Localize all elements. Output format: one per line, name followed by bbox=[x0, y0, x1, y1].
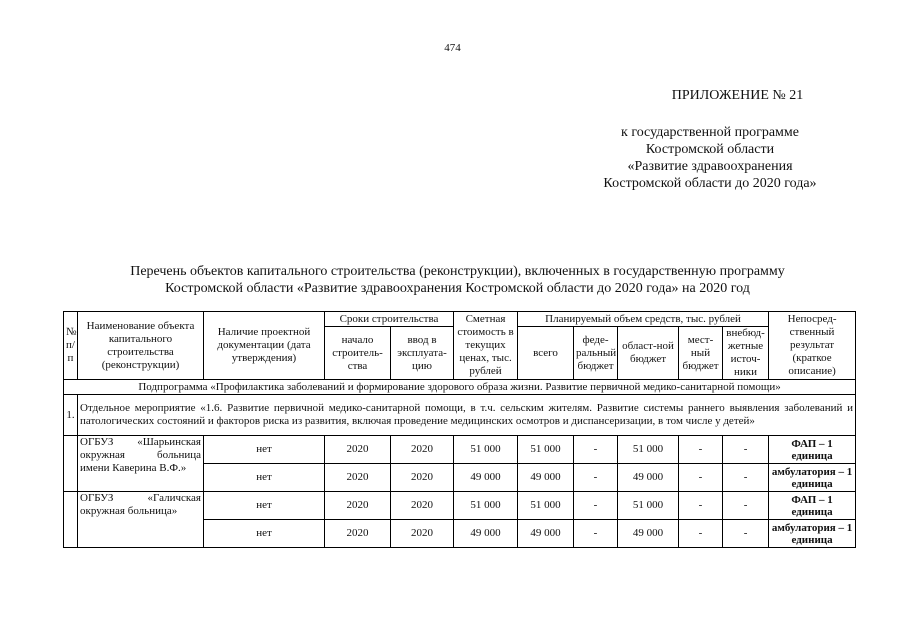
cell-federal: - bbox=[574, 436, 618, 464]
cell-total: 49 000 bbox=[518, 520, 574, 548]
header-federal: феде-ральный бюджет bbox=[574, 327, 618, 380]
appendix-subtitle bbox=[560, 124, 860, 192]
cell-federal: - bbox=[574, 520, 618, 548]
event-text: Отдельное мероприятие «1.6. Развитие первичной медико-санитарной помощи, в т.ч. сельским жителям. Развитие системы раннего выявления заболеваний и патологических состояний и факторов риска из развития, включая проведение медицинских осмотров и диспансеризации, в том числе у детей» bbox=[78, 395, 856, 436]
cell-start: 2020 bbox=[325, 520, 391, 548]
header-num: № п/п bbox=[64, 312, 78, 380]
event-row bbox=[64, 395, 856, 436]
cell-result: ФАП – 1 единица bbox=[769, 436, 856, 464]
cell-start: 2020 bbox=[325, 492, 391, 520]
cell-estimate: 49 000 bbox=[454, 520, 518, 548]
cell-federal: - bbox=[574, 464, 618, 492]
object-name: ОГБУЗ «Галичская окружная больница» bbox=[78, 492, 204, 548]
cell-federal: - bbox=[574, 492, 618, 520]
row-num bbox=[64, 492, 78, 548]
cell-result: ФАП – 1 единица bbox=[769, 492, 856, 520]
cell-extra: - bbox=[723, 464, 769, 492]
cell-start: 2020 bbox=[325, 436, 391, 464]
cell-commission: 2020 bbox=[391, 436, 454, 464]
table-row bbox=[64, 492, 856, 520]
cell-extra: - bbox=[723, 436, 769, 464]
table-row bbox=[64, 436, 856, 464]
title-line: Перечень объектов капитального строительства (реконструкции), включенных в государственную программу bbox=[130, 264, 785, 279]
cell-start: 2020 bbox=[325, 464, 391, 492]
cell-result: амбулатория – 1 единица bbox=[769, 464, 856, 492]
object-name: ОГБУЗ «Шарьинская окружная больница имени Каверина В.Ф.» bbox=[78, 436, 204, 492]
subtitle-line: к государственной программе bbox=[621, 125, 799, 140]
header-commission: ввод в эксплуата-цию bbox=[391, 327, 454, 380]
cell-regional: 49 000 bbox=[618, 464, 679, 492]
document-title bbox=[60, 263, 855, 297]
cell-extra: - bbox=[723, 492, 769, 520]
cell-commission: 2020 bbox=[391, 520, 454, 548]
cell-regional: 51 000 bbox=[618, 492, 679, 520]
subtitle-line: «Развитие здравоохранения bbox=[627, 159, 793, 174]
cell-commission: 2020 bbox=[391, 492, 454, 520]
cell-estimate: 49 000 bbox=[454, 464, 518, 492]
cell-extra: - bbox=[723, 520, 769, 548]
header-extra: внебюд-жетные источ-ники bbox=[723, 327, 769, 380]
event-num: 1. bbox=[64, 395, 78, 436]
cell-result: амбулатория – 1 единица bbox=[769, 520, 856, 548]
cell-total: 49 000 bbox=[518, 464, 574, 492]
cell-doc: нет bbox=[204, 520, 325, 548]
cell-estimate: 51 000 bbox=[454, 436, 518, 464]
header-result: Непосред-ственный результат (краткое описание) bbox=[769, 312, 856, 380]
title-line: Костромской области «Развитие здравоохранения Костромской области до 2020 года» на 2020 год bbox=[165, 281, 750, 296]
cell-regional: 49 000 bbox=[618, 520, 679, 548]
cell-commission: 2020 bbox=[391, 464, 454, 492]
cell-doc: нет bbox=[204, 464, 325, 492]
subtitle-line: Костромской области до 2020 года» bbox=[603, 176, 817, 191]
cell-regional: 51 000 bbox=[618, 436, 679, 464]
header-local: мест-ный бюджет bbox=[679, 327, 723, 380]
header-funding: Планируемый объем средств, тыс. рублей bbox=[518, 312, 769, 327]
header-doc: Наличие проектной документации (дата утверждения) bbox=[204, 312, 325, 380]
cell-local: - bbox=[679, 436, 723, 464]
cell-local: - bbox=[679, 520, 723, 548]
appendix-title: ПРИЛОЖЕНИЕ № 21 bbox=[671, 88, 804, 103]
cell-estimate: 51 000 bbox=[454, 492, 518, 520]
page-number: 474 bbox=[444, 42, 461, 54]
cell-total: 51 000 bbox=[518, 436, 574, 464]
subprogram-row bbox=[64, 380, 856, 395]
header-row bbox=[64, 312, 856, 327]
cell-local: - bbox=[679, 464, 723, 492]
objects-table bbox=[63, 311, 856, 548]
row-num bbox=[64, 436, 78, 492]
cell-total: 51 000 bbox=[518, 492, 574, 520]
header-estimate: Сметная стоимость в текущих ценах, тыс. рублей bbox=[454, 312, 518, 380]
header-total: всего bbox=[518, 327, 574, 380]
header-start: начало строитель-ства bbox=[325, 327, 391, 380]
subprogram-cell: Подпрограмма «Профилактика заболеваний и формирование здорового образа жизни. Развитие первичной медико-санитарной помощи» bbox=[64, 380, 856, 395]
subtitle-line: Костромской области bbox=[645, 142, 775, 157]
header-terms: Сроки строительства bbox=[325, 312, 454, 327]
header-name: Наименование объекта капитального строительства (реконструкции) bbox=[78, 312, 204, 380]
cell-local: - bbox=[679, 492, 723, 520]
cell-doc: нет bbox=[204, 436, 325, 464]
cell-doc: нет bbox=[204, 492, 325, 520]
header-regional: област-ной бюджет bbox=[618, 327, 679, 380]
